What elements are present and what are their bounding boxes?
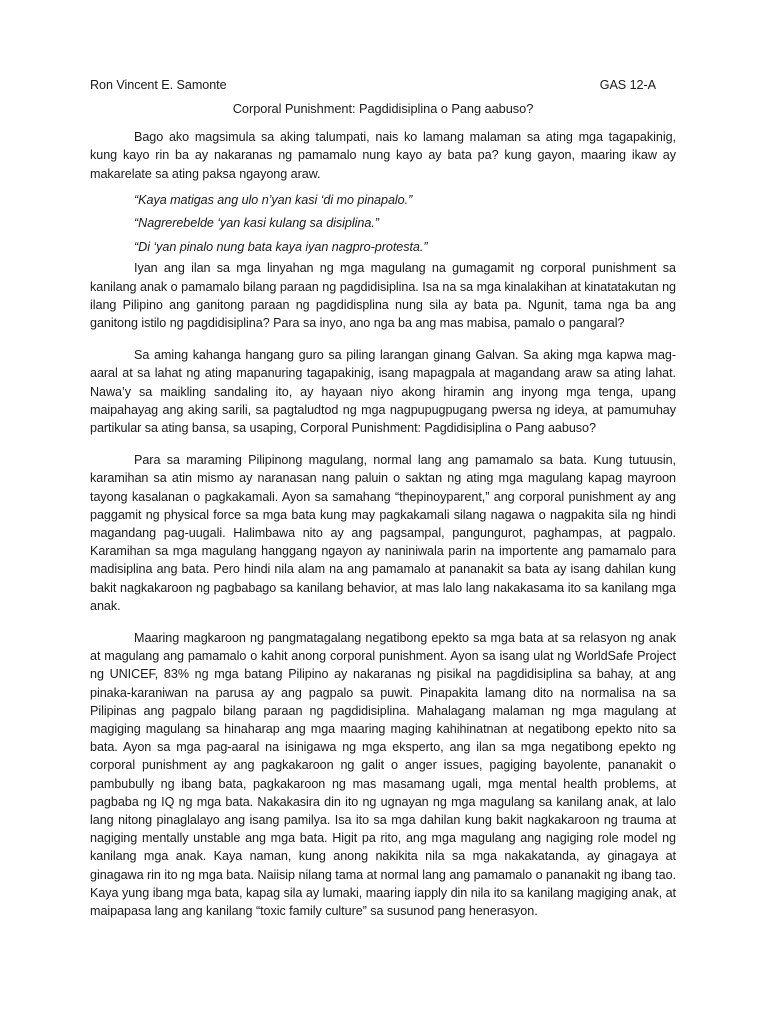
document-header: [90, 76, 676, 94]
paragraph-3: Sa aming kahanga hangang guro sa piling larangan ginang Galvan. Sa aking mga kapwa mag-aaral at sa lahat ng ating mapanuring tagapakinig, isang mapagpala at magandang araw sa ating lahat. Nawa’y sa maikling sandaling ito, ay hayaan niyo akong hiramin ang inyong mga tenga, upang maipahayag ang aking sarili, sa pagtaludtod ng mga nagpupugpugang pwersa ng ideya, at pamumuhay partikular sa ating bansa, sa usaping, Corporal Punishment: Pagdidisiplina o Pang aabuso?: [90, 348, 676, 435]
paragraph-5: Maaring magkaroon ng pangmatagalang negatibong epekto sa mga bata at sa relasyon ng anak at magulang ang pamamalo o kahit anong corporal punishment. Ayon sa isang ulat ng WorldSafe Project ng UNICEF, 83% ng mga batang Pilipino ay nakaranas ng pisikal na pagdidisiplina sa bahay, at ang pinaka-karaniwan na parusa ay ang pagpalo sa puwit. Pinapakita lamang dito na normalisa na sa Pilipinas ang pagpalo bilang paraan ng pagdidisiplina. Mahalagang malaman ng mga magulang at magiging magulang sa hinaharap ang mga maaring maging kahihinatnan at negatibong epekto nito sa bata. Ayon sa mga pag-aaral na isinigawa ng mga eksperto, ang ilan sa mga negatibong epekto ng corporal punishment ay ang pagkakaroon ng galit o anger issues, pagiging bayolente, pananakit o pambubully ng ibang bata, pagkakaroon ng mas masamang ugali, mga mental health problems, at pagbaba ng IQ ng mga bata. Nakakasira din ito ng ugnayan ng mga magulang sa kanilang anak, at lalo lang nitong pinaglalayo ang isang pamilya. Isa ito sa mga dahilan kung bakit nagkakaroon ng trauma at nagiging mentally unstable ang mga bata. Higit pa rito, ang mga magulang ang nagiging role model ng kanilang mga anak. Kaya naman, kung anong nakikita nila sa mga nakakatanda, ay ginagaya at ginagawa rin ito ng mga bata. Naiisip nilang tama at normal lang ang pamamalo o pananakit ng ibang tao. Kaya yung ibang mga bata, kapag sila ay lumaki, maaring iapply din nila ito sa kanilang magiging anak, at maipapasa lang ang kanilang “toxic family culture” sa susunod pang henerasyon.: [90, 630, 676, 919]
document-title: Corporal Punishment: Pagdidisiplina o Pang aabuso?: [232, 101, 534, 116]
document-body: [90, 76, 676, 934]
quote-line: “Kaya matigas ang ulo n’yan kasi ‘di mo pinapalo.”: [134, 192, 413, 207]
quote-block: [134, 189, 676, 260]
class-section: GAS 12-A: [599, 78, 656, 92]
quote-line: “Nagrerebelde ‘yan kasi kulang sa disiplina.”: [134, 216, 379, 231]
paragraph-2: Iyan ang ilan sa mga linyahan ng mga magulang na gumagamit ng corporal punishment sa kanilang anak o pamamalo bilang paraan ng pagdidisiplina. Isa na sa mga kinalakihan at kinatatakutan ng ilang Pilipino ang ganitong paraan ng pagdidisplina nung sila ay bata pa. Ngunit, tama nga ba ang ganitong istilo ng pagdidisiplina? Para sa inyo, ano nga ba ang mas mabisa, pamalo o pangaral?: [90, 261, 676, 330]
quote-line: “Di ‘yan pinalo nung bata kaya iyan nagpro-protesta.”: [134, 239, 428, 254]
paragraph-4: Para sa maraming Pilipinong magulang, normal lang ang pamamalo sa bata. Kung tutuusin, karamihan sa atin mismo ay naranasan nang paluin o saktan ng ating mga magulang kapag mayroon tayong kasalanan o pagkakamali. Ayon sa samahang “thepinoyparent,” ang corporal punishment ay ang paggamit ng physical force sa mga bata kung may pagkakamali silang nagawa o nagpakita sila ng hindi magandang pag-uugali. Halimbawa nito ay ang pagsampal, pangungurot, paghampas, at pagpalo. Karamihan sa mga magulang hanggang ngayon ay naniniwala parin na importente ang pamamalo para madisiplina ang bata. Pero hindi nila alam na ang pamamalo at pananakit sa bata ay isang dahilan kung bakit nagkakaroon ng pagbabago sa kanilang behavior, at mas lalo lang nakakasama ito sa kanilang mga anak.: [90, 453, 676, 613]
author-name: Ron Vincent E. Samonte: [90, 78, 227, 92]
paragraph-intro: Bago ako magsimula sa aking talumpati, nais ko lamang malaman sa ating mga tagapakinig, kung kayo rin ba ay nakaranas ng pamamalo nung kayo ay bata pa? kung gayon, maaring ikaw ay makarelate sa ating paksa ngayong araw.: [90, 130, 676, 181]
